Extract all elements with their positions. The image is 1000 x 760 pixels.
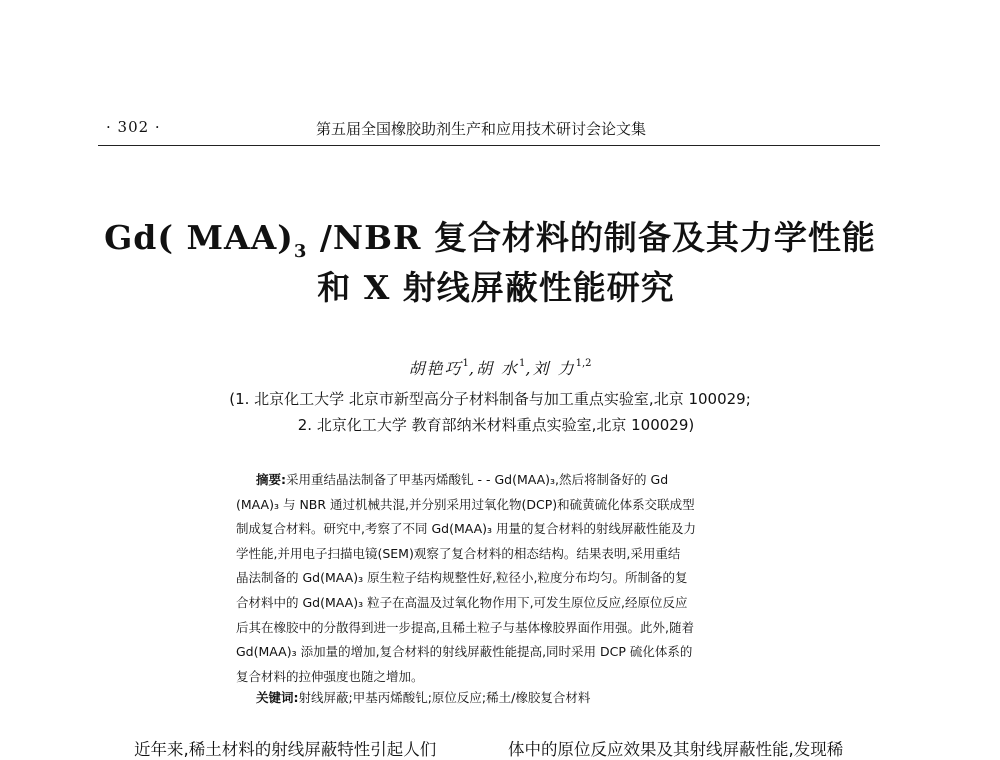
abstract-line: 学性能,并用电子扫描电镜(SEM)观察了复合材料的相态结构。结果表明,采用重结 — [236, 545, 681, 561]
affiliation-line: 2. 北京化工大学 教育部纳米材料重点实验室,北京 100029) — [297, 416, 695, 434]
paper-title-line-2: 和 X 射线屏蔽性能研究 — [317, 268, 675, 307]
header-divider — [98, 145, 880, 146]
abstract-line — [236, 468, 756, 493]
paper-title-line-1 — [0, 212, 990, 262]
abstract-line: 复合材料的拉伸强度也随之增加。 — [236, 668, 424, 684]
proceedings-title: 第五届全国橡胶助剂生产和应用技术研讨会论文集 — [316, 120, 647, 138]
author-affiliation-mark: 1 — [519, 358, 526, 369]
author-affiliation-mark: 1,2 — [575, 358, 592, 369]
abstract-line: 制成复合材料。研究中,考察了不同 Gd(MAA)₃ 用量的复合材料的射线屏蔽性能及力 — [236, 521, 697, 537]
author-name: 胡艳巧 — [408, 359, 463, 378]
abstract-line: 后其在橡胶中的分散得到进一步提高,且稀土粒子与基体橡胶界面作用强。此外,随着 — [236, 619, 694, 635]
page-number: · 302 · — [106, 118, 161, 136]
affiliation-line: (1. 北京化工大学 北京市新型高分子材料制备与加工重点实验室,北京 100029; — [229, 390, 751, 408]
abstract-line: Gd(MAA)₃ 添加量的增加,复合材料的射线屏蔽性能提高,同时采用 DCP 硫化体系的 — [236, 644, 693, 660]
keywords-label: 关键词: — [256, 690, 299, 705]
abstract-label: 摘要: — [256, 472, 286, 487]
running-header — [98, 118, 880, 142]
keywords-text: 射线屏蔽;甲基丙烯酸钆;原位反应;稀土/橡胶复合材料 — [298, 690, 591, 705]
author-list: 胡艳巧$^1$,胡 水$^1$,刘 力$^{1,2}$ — [408, 358, 592, 378]
keywords-line — [256, 688, 590, 706]
abstract-text: 采用重结晶法制备了甲基丙烯酸钆 - - Gd(MAA)₃,然后将制备好的 Gd — [286, 472, 669, 487]
title-line-1-text: /NBR 复合材料的制备及其力学性能 — [307, 218, 876, 257]
abstract-line: (MAA)₃ 与 NBR 通过机械共混,并分别采用过氧化物(DCP)和硫黄硫化体系交联成型 — [236, 496, 695, 512]
title-formula-prefix: Gd( MAA) — [104, 218, 294, 257]
abstract-line: 晶法制备的 Gd(MAA)₃ 原生粒子结构规整性好,粒径小,粒度分布均匀。所制备的复 — [236, 570, 688, 586]
author-affiliation-mark: 1 — [462, 358, 469, 369]
author-name: 胡 水 — [475, 359, 520, 378]
title-formula-subscript: 3 — [293, 241, 308, 262]
abstract-block — [236, 468, 756, 689]
body-text-right-column: 体中的原位反应效果及其射线屏蔽性能,发现稀 — [508, 740, 844, 759]
abstract-line: 合材料中的 Gd(MAA)₃ 粒子在高温及过氧化物作用下,可发生原位反应,经原位反应 — [236, 594, 688, 610]
author-name: 刘 力 — [532, 359, 576, 378]
body-text-left-column: 近年来,稀土材料的射线屏蔽特性引起人们 — [134, 740, 437, 759]
